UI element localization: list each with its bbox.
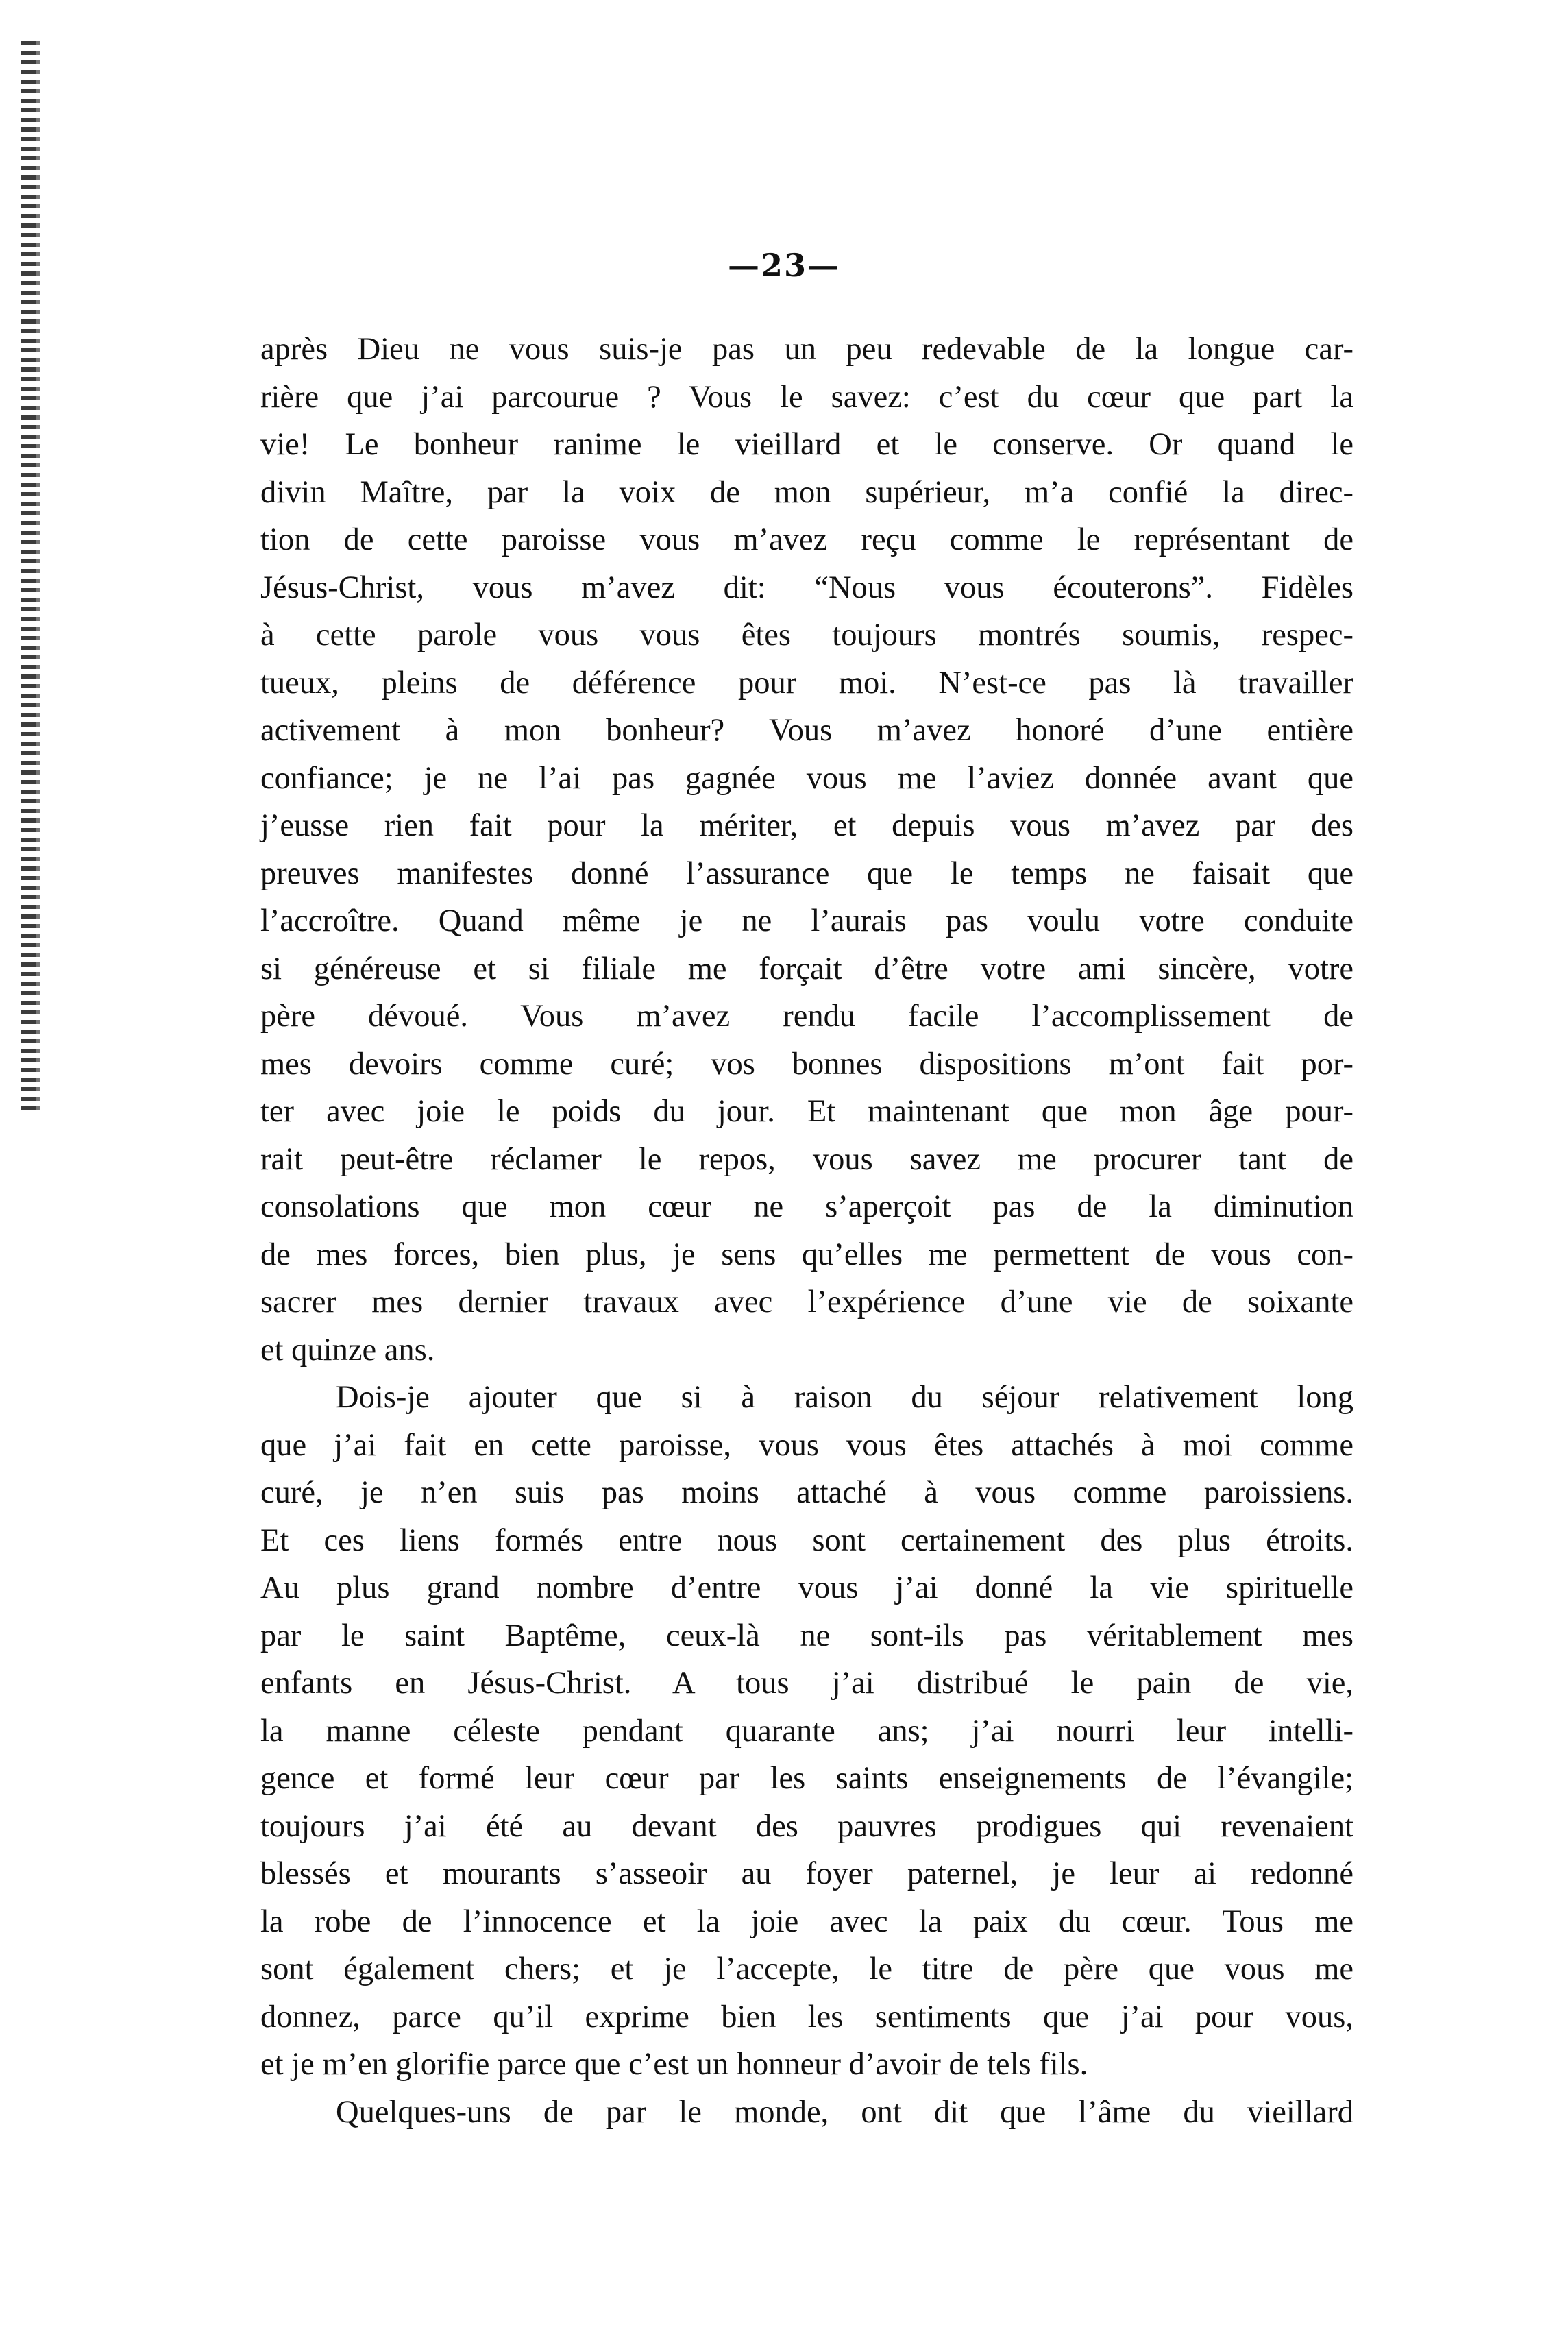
text-line: par le saint Baptême, ceux-là ne sont-ils pas véritablement mes [260,1618,1353,1653]
text-line: et quinze ans. [260,1332,435,1367]
text-line: à cette parole vous vous êtes toujours montrés soumis, respec- [260,618,1353,653]
text-line: j’eusse rien fait pour la mériter, et depuis vous m’avez par des [260,808,1353,843]
text-line: vie! Le bonheur ranime le vieillard et le conserve. Or quand le [260,427,1353,462]
text-line: rière que j’ai parcourue ? Vous le savez: c’est du cœur que part la [260,379,1353,415]
text-line: confiance; je ne l’ai pas gagnée vous me l’aviez donnée avant que [260,760,1353,796]
page-binding-edge [21,41,36,1110]
text-line: tueux, pleins de déférence pour moi. N’est-ce pas là travailler [260,665,1353,701]
text-line: et je m’en glorifie parce que c’est un honneur d’avoir de tels fils. [260,2047,1088,2082]
page-number: —23— [727,247,840,284]
text-line: sacrer mes dernier travaux avec l’expérience d’une vie de soixante [260,1285,1353,1320]
text-line: divin Maître, par la voix de mon supérieur, m’a confié la direc- [260,474,1353,510]
text-line: si généreuse et si filiale me forçait d’être votre ami sincère, votre [260,951,1353,986]
text-line: Jésus-Christ, vous m’avez dit: “Nous vous écouterons”. Fidèles [260,570,1353,605]
text-line: la robe de l’innocence et la joie avec la paix du cœur. Tous me [260,1904,1353,1939]
text-line: blessés et mourants s’asseoir au foyer paternel, je leur ai redonné [260,1856,1353,1891]
text-line: Dois-je ajouter que si à raison du séjour relativement long [336,1380,1353,1415]
body-text [260,326,1353,2136]
page-binding-shadow [36,41,40,1110]
text-line: de mes forces, bien plus, je sens qu’elles me permettent de vous con- [260,1237,1353,1272]
text-line: curé, je n’en suis pas moins attaché à vous comme paroissiens. [260,1475,1353,1510]
text-line: gence et formé leur cœur par les saints enseignements de l’évangile; [260,1761,1353,1796]
text-line: Quelques-uns de par le monde, ont dit que l’âme du vieillard [336,2094,1353,2130]
text-line: rait peut-être réclamer le repos, vous savez me procurer tant de [260,1141,1353,1177]
text-line: enfants en Jésus-Christ. A tous j’ai distribué le pain de vie, [260,1666,1353,1701]
text-line: mes devoirs comme curé; vos bonnes dispositions m’ont fait por- [260,1046,1353,1082]
text-line: Au plus grand nombre d’entre vous j’ai donné la vie spirituelle [260,1570,1353,1605]
text-line: la manne céleste pendant quarante ans; j’ai nourri leur intelli- [260,1713,1353,1749]
text-line: preuves manifestes donné l’assurance que le temps ne faisait que [260,855,1353,891]
text-line: père dévoué. Vous m’avez rendu facile l’accomplissement de [260,999,1353,1034]
text-line: activement à mon bonheur? Vous m’avez honoré d’une entière [260,713,1353,748]
text-line: toujours j’ai été au devant des pauvres prodigues qui revenaient [260,1808,1353,1844]
text-line: après Dieu ne vous suis-je pas un peu redevable de la longue car- [260,332,1353,367]
text-line: Et ces liens formés entre nous sont certainement des plus étroits. [260,1522,1353,1558]
text-line: tion de cette paroisse vous m’avez reçu comme le représentant de [260,522,1353,557]
text-line: donnez, parce qu’il exprime bien les sentiments que j’ai pour vous, [260,1999,1353,2034]
text-line: ter avec joie le poids du jour. Et maintenant que mon âge pour- [260,1094,1353,1129]
text-line: sont également chers; et je l’accepte, le titre de père que vous me [260,1952,1353,1986]
text-line: consolations que mon cœur ne s’aperçoit pas de la diminution [260,1189,1353,1224]
text-line: que j’ai fait en cette paroisse, vous vous êtes attachés à moi comme [260,1427,1353,1463]
text-line: l’accroître. Quand même je ne l’aurais pas voulu votre conduite [260,903,1353,938]
